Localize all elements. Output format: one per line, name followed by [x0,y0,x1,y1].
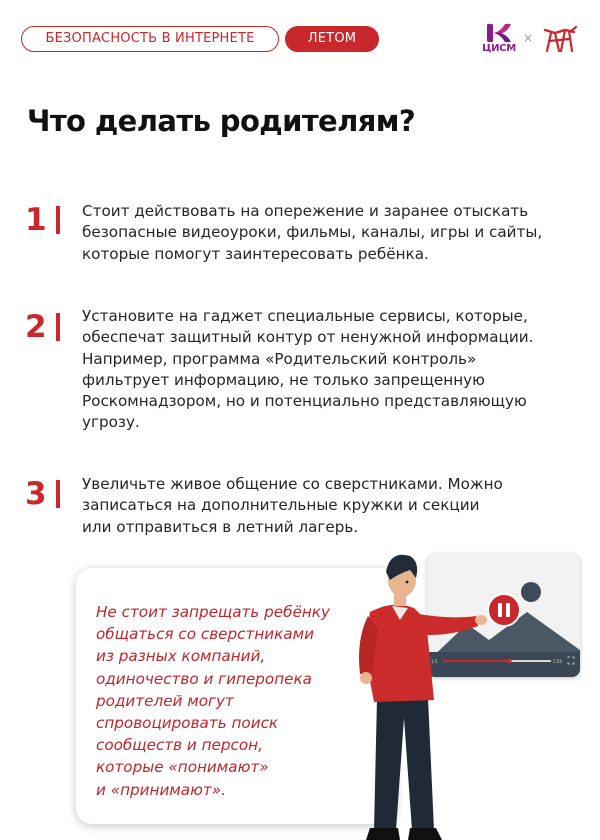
horse-logo-icon [541,24,577,54]
step-text-2: Установите на гаджет специальные сервисы, которые, обеспечат защитный контур от ненужной информации. Например, программа «Родительский контроль» фильтрует информацию, не только запрещенную Роскомнадзором, но и потенциально представляющую угрозу. [82,307,534,432]
callout-text: Не стоит запрещать ребёнку общаться со сверстниками из разных компаний, одиночество и гиперопека родителей могут спровоцировать поиск сообществ и персон, которые «понимают» и «принимают». [96,603,330,799]
step-text-1: Стоит действовать на опережение и заранее отыскать безопасные видеоуроки, фильмы, каналы, игры и сайты, которые помогут заинтересовать ребёнка. [82,202,543,263]
svg-text:1:5: 1:5 [431,659,438,664]
step-divider-1 [56,206,60,234]
step-divider-2 [56,313,60,341]
step-number-3: 3 [25,476,47,512]
svg-text:1:50: 1:50 [553,659,562,664]
sun-icon [521,582,541,602]
step-number-2: 2 [25,309,47,345]
cism-logo-text: ЦИСМ [482,43,516,54]
page-title: Что делать родителям? [27,104,416,138]
topic-tag: БЕЗОПАСНОСТЬ В ИНТЕРНЕТЕ [21,26,279,52]
cism-logo-icon [485,22,513,44]
step-number-1: 1 [25,202,47,238]
step-divider-3 [56,480,60,508]
step-text-3: Увеличьте живое общение со сверстниками. Можно записаться на дополнительные кружки и секции или отправиться в летний лагерь. [82,475,503,536]
cism-logo [482,22,516,56]
season-tag: ЛЕТОМ [285,26,379,52]
logo-separator: × [523,31,534,45]
